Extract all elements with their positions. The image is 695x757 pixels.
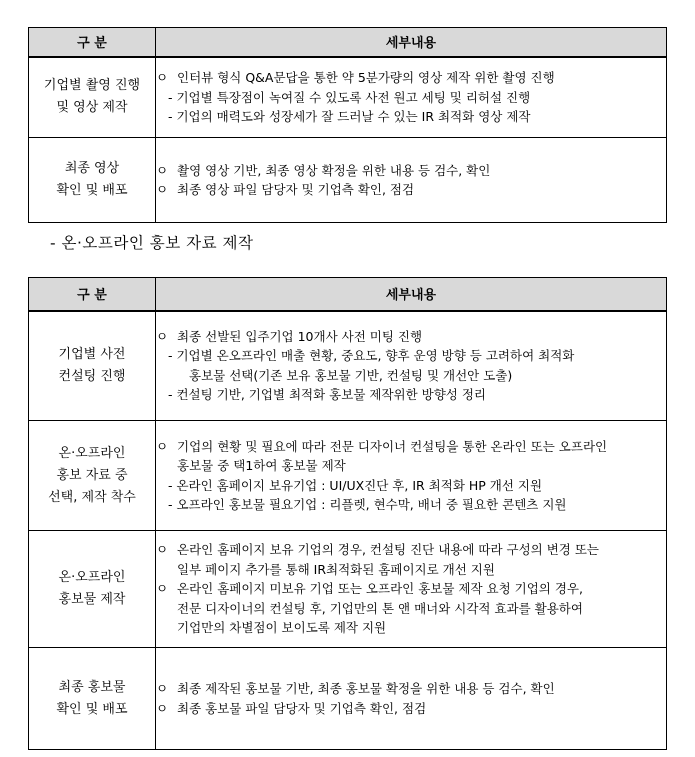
circle-bullet-icon: ㅇ [156, 70, 169, 85]
category-line: 최종 홍보물 [58, 679, 126, 695]
detail-item: ㅇ 최종 제작된 홍보물 기반, 최종 홍보물 확정을 위한 내용 등 검수, 확인 [156, 679, 666, 699]
row-details [156, 57, 667, 138]
detail-item: ㅇ 온라인 홈페이지 보유 기업의 경우, 컨설팅 진단 내용에 따라 구성의 변경 또는 [156, 540, 666, 560]
detail-item: ㅇ 기업의 현황 및 필요에 따라 전문 디자이너 컨설팅을 통한 온라인 또는 오프라인 [156, 437, 666, 457]
category-line: 홍보 자료 중 [56, 467, 128, 483]
section-heading: - 온·오프라인 홍보 자료 제작 [50, 234, 254, 252]
detail-subitem: - 컨설팅 기반, 기업별 최적화 홍보물 제작위한 방향성 정리 [168, 387, 486, 403]
category-line: 기업별 사전 [58, 346, 126, 362]
detail-item: ㅇ 촬영 영상 기반, 최종 영상 확정을 위한 내용 등 검수, 확인 [156, 161, 666, 181]
promo-material-table [28, 277, 667, 750]
circle-bullet-icon: ㅇ [156, 581, 169, 597]
row-details [156, 531, 667, 648]
row-category [29, 531, 156, 648]
row-details [156, 311, 667, 421]
category-line: 확인 및 배포 [56, 183, 128, 198]
category-line: 선택, 제작 착수 [48, 489, 136, 505]
category-line: 홍보물 제작 [58, 592, 126, 607]
detail-item: ㅇ 최종 홍보물 파일 담당자 및 기업측 확인, 점검 [156, 699, 666, 719]
table-header-details: 세부내용 [156, 278, 667, 311]
circle-bullet-icon: ㅇ [156, 542, 169, 558]
detail-item: ㅇ 온라인 홈페이지 미보유 기업 또는 오프라인 홍보물 제작 요청 기업의 경우, [156, 579, 666, 599]
category-line: 컨설팅 진행 [58, 368, 126, 384]
detail-item-continued: 전문 디자이너의 컨설팅 후, 기업만의 톤 앤 매너와 시각적 효과를 활용하여 [177, 600, 583, 616]
category-line: 기업별 촬영 진행 [43, 78, 141, 94]
detail-item-continued: 홍보물 중 택1하여 홍보물 제작 [177, 458, 346, 473]
circle-bullet-icon: ㅇ [156, 328, 169, 344]
row-category [29, 138, 156, 223]
table-header-details: 세부내용 [156, 28, 667, 57]
table-row [29, 421, 667, 531]
circle-bullet-icon: ㅇ [156, 162, 169, 178]
category-line: 최종 영상 [64, 161, 120, 176]
detail-item-continued: 일부 페이지 추가를 통해 IR최적화된 홈페이지로 개선 지원 [177, 561, 495, 577]
table-row [29, 531, 667, 648]
row-details [156, 648, 667, 750]
detail-subitem: - 온라인 홈페이지 보유기업 : UI/UX진단 후, IR 최적화 HP 개선 지원 [168, 477, 543, 493]
detail-item: ㅇ 최종 선발된 입주기업 10개사 사전 미팅 진행 [156, 327, 666, 347]
circle-bullet-icon: ㅇ [156, 182, 169, 197]
table-header-category: 구 분 [29, 278, 156, 311]
table-header-category: 구 분 [29, 28, 156, 57]
category-line: 온·오프라인 [58, 445, 126, 461]
category-line: 온·오프라인 [58, 570, 126, 585]
detail-subitem: - 기업의 매력도와 성장세가 잘 드러날 수 있는 IR 최적화 영상 제작 [168, 109, 531, 124]
category-line: 및 영상 제작 [56, 100, 128, 116]
circle-bullet-icon: ㅇ [156, 681, 169, 696]
row-category [29, 57, 156, 138]
circle-bullet-icon: ㅇ [156, 438, 169, 454]
category-line: 확인 및 배포 [56, 701, 128, 717]
detail-subitem: - 기업별 특장점이 녹여질 수 있도록 사전 원고 세팅 및 리허설 진행 [168, 89, 531, 105]
row-category [29, 311, 156, 421]
circle-bullet-icon: ㅇ [156, 700, 169, 716]
detail-item: ㅇ 최종 영상 파일 담당자 및 기업측 확인, 점검 [156, 180, 666, 200]
detail-subitem-continued: 홍보물 선택(기존 보유 홍보물 기반, 컨설팅 및 개선안 도출) [189, 367, 513, 383]
detail-item: ㅇ 인터뷰 형식 Q&A문답을 통한 약 5분가량의 영상 제작 위한 촬영 진행 [156, 68, 666, 88]
table-row [29, 648, 667, 750]
row-details [156, 421, 667, 531]
row-details [156, 138, 667, 223]
detail-item-continued: 기업만의 차별점이 보이도록 제작 지원 [177, 620, 387, 636]
detail-subitem: - 오프라인 홍보물 필요기업 : 리플렛, 현수막, 배너 중 필요한 콘텐츠 지원 [168, 497, 567, 512]
video-production-table [28, 27, 667, 223]
table-row [29, 57, 667, 138]
detail-subitem: - 기업별 온오프라인 매출 현황, 중요도, 향후 운영 방향 등 고려하여 최적화 [168, 348, 575, 364]
row-category [29, 648, 156, 750]
row-category [29, 421, 156, 531]
table-row [29, 311, 667, 421]
table-row [29, 138, 667, 223]
